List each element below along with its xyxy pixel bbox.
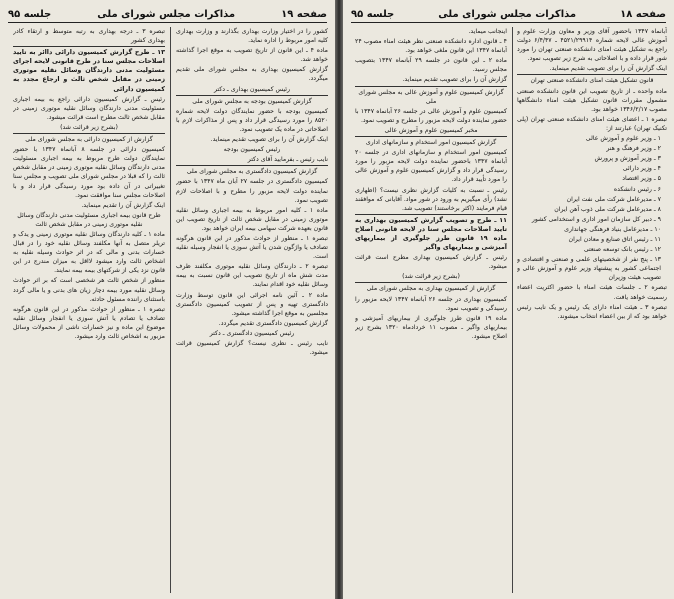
section-heading: گزارش کمیسیون امور استخدام و سازمانهای اداری <box>355 136 507 147</box>
paragraph: گزارش کمیسیون دادگستری تقدیم میگردد. <box>218 319 328 327</box>
paragraph: ۴ ـ قانون اداره دانشکده صنعتی نظر هیئت امناء مصوب ۲۴ آبانماه ۱۳۴۷ این قانون ملغی خواهد بود. <box>355 38 507 55</box>
list-item: ۱۲ ـ رئیس بانک توسعه صنعتی <box>583 246 661 254</box>
column-divider <box>512 27 513 593</box>
right-page-session: جلسه ۹۵ <box>351 8 395 20</box>
list-item: ۸ ـ مدیرعامل شرکت ملی ذوب آهن ایران <box>554 205 661 213</box>
list-item: ۶ ـ رئیس دانشکده <box>613 185 661 193</box>
list-item: ۲ ـ وزیر فرهنگ و هنر <box>606 145 661 153</box>
list-item: ۱ ـ وزیر علوم و آموزش عالی <box>585 135 661 143</box>
right-page-header <box>351 6 666 23</box>
list-item: ۵ ـ وزیر اقتصاد <box>622 175 661 183</box>
paragraph: ماده ۲ ـ این قانون در جلسه ۲۹ آبانماه ۱۳۴۷ بتصویب مجلس رسید. <box>355 57 507 74</box>
left-page-right-column <box>176 27 328 593</box>
paragraph: اینک گزارش آن را تقدیم مینماید. <box>81 201 165 209</box>
paragraph: کمیسیون دارائی در جلسه ۸ آبانماه ۱۳۴۷ با حضور نمایندگان دولت طرح مربوط به بیمه اجباری مسئولیت مدنی دارندگان وسائل نقلیه موتوری زمینی در مقابل شخص ثالث را که قبلا در مجلس شورای ملی تصویب و مجلس سنا تغییراتی در آن داده بود مورد رسیدگی قرار داد و با اصلاحات مجلس سنا موافقت نمود. <box>13 146 165 199</box>
paragraph: رئیس ـ نسبت به کلیات گزارش نظری نیست؟ (اظهاری نشد) رأی میگیریم به ورود در شور مواد. آقایانی که موافقند قیام فرمایند (اکثر برخاستند) تصویب شد. <box>355 186 507 212</box>
section-heading: گزارش کمیسیون علوم و آموزش عالی به مجلس شورای ملی <box>355 86 507 106</box>
paragraph: ماده ۲ ـ آئین نامه اجرائی این قانون توسط وزارت دادگستری تهیه و پس از تصویب کمیسیون دادگستری مجلسین به موقع اجرا گذاشته میشود. <box>176 291 328 317</box>
paragraph: اینجانب میماید. <box>468 28 507 35</box>
paragraph: نایب رئیس ـ نظری نیست؟ گزارش کمیسیون قرائت میشود. <box>176 340 328 357</box>
list-item: ۹ ـ دبیر کل سازمان امور اداری و استخدامی کشور <box>531 215 661 223</box>
section-heading: طرح قانون بیمه اجباری مسئولیت مدنی دارندگان وسائل نقلیه موتوری زمینی در مقابل شخص ثالث <box>17 211 161 228</box>
paragraph: گزارش کمیسیون بهداری به مجلس شورای ملی تقدیم میگردد. <box>176 66 328 83</box>
list-item: ۱۳ ـ پنج نفر از شخصیتهای علمی و صنعتی و اقتصادی و اجتماعی کشور به پیشنهاد وزیر علوم و آموزش عالی و تصویب هیئت وزیران <box>517 256 661 282</box>
book-gutter <box>335 0 343 599</box>
paragraph: تبصره ۳ ـ درجه بهداری به رتبه متوسط و ارتقاء کادر بهداری کشور <box>13 28 165 45</box>
right-page-title: مذاکرات مجلس شورای ملی <box>438 8 577 20</box>
paragraph: اینک گزارش آن را برای تصویب تقدیم مینماید. <box>210 136 328 144</box>
right-page-right-column <box>517 27 667 593</box>
section-heading: گزارش کمیسیون دادگستری به مجلس شورای ملی <box>176 165 328 176</box>
paragraph: تبصره ۳ ـ هیئت امناء دارای یک رئیس و یک نایب رئیس خواهد بود که از بین اعضاء انتخاب میشوند. <box>517 303 667 320</box>
column-divider <box>170 27 171 593</box>
signature-line: رئیس کمیسیون دادگستری ـ دکتر <box>209 329 295 337</box>
paragraph: تبصره ۲ ـ دارندگان وسائل نقلیه موتوری مکلفند ظرف مدت شش ماه از تاریخ تصویب این قانون نسبت به بیمه وسائل نقلیه خود اقدام نمایند. <box>176 263 328 289</box>
list-item: ۴ ـ وزیر دارائی <box>622 165 661 173</box>
section-heading: قانون تشکیل هیئت امنای دانشکده صنعتی تهران <box>517 74 667 85</box>
list-item: ۳ ـ وزیر آموزش و پرورش <box>594 155 661 163</box>
list-item: ۱۱ ـ رئیس اتاق صنایع و معادن ایران <box>568 235 661 243</box>
paragraph: تبصره ۲ ـ جلسات هیئت امناء با حضور اکثریت اعضاء رسمیت خواهد یافت. <box>517 284 667 301</box>
signature-line: رئیس کمیسیون بودجه <box>223 146 281 154</box>
reading-note: (بشرح زیر قرائت شد) <box>60 123 118 131</box>
section-heading: گزارش از کمیسیون دارائی به مجلس شورای ملی <box>13 133 165 144</box>
paragraph: آبانماه ۱۳۴۷ باحضور آقای وزیر و معاون وزارت علوم و آموزش عالی لایحه شماره ۴۵۲۱/۲۹۹۱۴ ـ ۶/۴/۴۷ دولت راجع به تشکیل هیئت امنای دانشکده صنعتی تهران را مورد شور قرار داده و با اصلاحاتی به شرح زیر تصویب نمود. <box>517 28 667 63</box>
paragraph: تبصره ۱ ـ منظور از حوادث مذکور در این قانون هرگونه تصادف یا واژگون شدن یا آتش سوزی یا انفجار وسیله نقلیه است. <box>176 234 328 261</box>
left-page-header <box>8 6 327 23</box>
reading-note: (بشرح زیر قرائت شد) <box>402 273 460 281</box>
signature-line: رئیس کمیسیون بهداری ـ دکتر <box>213 85 291 93</box>
agenda-item-heading: ۱۳ ـ طرح گزارش کمیسیون دارائی داائر به تایید اصلاحات مجلس سنا در طرح قانونی لایحه اجرای مسئولیت مدنی دارندگان وسائل نقلیه موتوری زمینی در مقابل شخص ثالث و ارجاع مجدد به کمیسیون دارائی <box>13 48 165 93</box>
paragraph: منظور از شخص ثالث هر شخصی است که بر اثر حوادث وسائل نقلیه مورد بیمه دچار زیان های بدنی و یا مالی گردد باستثنای راننده مسئول حادثه. <box>13 277 165 303</box>
paragraph: کمیسیون بودجه با حضور نمایندگان دولت لایحه شماره ۸۵۲۰ را مورد رسیدگی قرار داد و پس از مذاکرات لازم با اصلاحاتی در ماده یک تصویب نمود. <box>176 107 328 133</box>
paragraph: کمیسیون دادگستری در جلسه ۲۷ آبان ماه ۱۳۴۷ با حضور نماینده دولت لایحه مزبور را مطرح و با اصلاحات لازم تصویب نمود. <box>176 178 328 204</box>
list-item: ۱۰ ـ مدیرعامل بنیاد فرهنگی جهانداری <box>564 225 661 233</box>
left-page-title: مذاکرات مجلس شورای ملی <box>97 8 236 20</box>
right-page-number: صفحه ۱۸ <box>620 8 666 20</box>
paragraph: ماده ۱ ـ کلیه دارندگان وسائل نقلیه موتوری زمینی و یدک و تریلر متصل به آنها مکلفند وسائل نقلیه خود را در قبال خسارات بدنی و مالی که در اثر حوادث وسیله نقلیه به اشخاص ثالث وارد میشود لااقل به میزان مندرج در این قانون نزد یکی از شرکتهای بیمه بیمه نمایند. <box>13 230 165 275</box>
left-page <box>0 0 335 599</box>
paragraph: تبصره ۱ ـ اعضای هیئت امنای دانشکده صنعتی تهران (پلی تکنیک تهران) عبارتند از: <box>517 115 667 132</box>
paragraph: ماده ۱ ـ کلیه امور مربوط به بیمه اجباری وسائل نقلیه موتوری زمینی در مقابل شخص ثالث از تاریخ تصویب این قانون بعهده شرکت سهامی بیمه ایران خواهد بود. <box>176 206 328 232</box>
agenda-item-heading: ۱۱ ـ طرح و تصویب گزارش کمیسیون بهداری به تایید اصلاحات مجلس سنا در لایحه قانونی اصلاح ماده ۱۹ قانون طرز جلوگیری از بیماریهای آمیزشی و بیماریهای واگیر <box>355 215 507 252</box>
paragraph: کمیسیون علوم و آموزش عالی در جلسه ۲۶ آبانماه ۱۳۴۷ با حضور نماینده دولت لایحه مزبور را مطرح و تصویب نمود. <box>355 107 507 124</box>
list-item: ۷ ـ مدیرعامل شرکت ملی نفت ایران <box>566 195 661 203</box>
paragraph: رئیس ـ گزارش کمیسیون دارائی راجع به بیمه اجباری مسئولیت مدنی دارندگان وسائل نقلیه موتوری زمینی در مقابل شخص ثالث مطرح است قرائت میشود. <box>13 95 165 121</box>
paragraph: ماده ۱۹ قانون طرز جلوگیری از بیماریهای آمیزشی و بیماریهای واگیر ـ مصوب ۱۱ خردادماه ۱۳۲۰ بشرح زیر اصلاح میشود. <box>355 314 507 340</box>
right-page-left-column <box>355 27 507 593</box>
paragraph: تبصره ۱ ـ منظور از حوادث مذکور در این قانون هرگونه تصادف یا تصادم یا آتش سوزی یا انفجار وسائل نقلیه موضوع این ماده و نیز خسارات ناشی از محمولات وسائل مزبور به اشخاص ثالث وارد میشود. <box>13 305 165 340</box>
paragraph: کشور را در اختیار وزارت بهداری بگذارند و وزارت بهداری کلیه امور مربوط را اداره نماید. <box>176 28 328 45</box>
paragraph: اینک گزارش آن را برای تصویب تقدیم مینماید. <box>549 65 667 73</box>
left-page-number: صفحه ۱۹ <box>281 8 327 20</box>
signature-line: مخبر کمیسیون علوم و آموزش عالی <box>384 126 478 134</box>
paragraph: نایب رئیس ـ بفرمایید آقای دکتر <box>247 156 328 164</box>
paragraph: ماده واحده ـ از تاریخ تصویب این قانون دانشکده صنعتی مشمول مقررات قانون تشکیل هیئت امناء دانشگاهها مصوب ۱۳۴۶/۲/۱۷ خواهد بود. <box>517 87 667 113</box>
left-page-session: جلسه ۹۵ <box>8 8 52 20</box>
paragraph: گزارش آن را برای تصویب تقدیم مینماید. <box>402 76 507 84</box>
paragraph: ماده ۴ ـ این قانون از تاریخ تصویب به موقع اجرا گذاشته خواهد شد. <box>176 47 328 64</box>
paragraph: کمیسیون بهداری در جلسه ۲۶ آبانماه ۱۳۴۷ لایحه مزبور را رسیدگی و تصویب نمود. <box>355 295 507 312</box>
section-heading: گزارش کمیسیون بودجه به مجلس شورای ملی <box>176 95 328 106</box>
right-page <box>343 0 674 599</box>
left-page-left-column <box>13 27 165 593</box>
paragraph: رئیس ـ گزارش کمیسیون بهداری مطرح است قرائت میشود. <box>355 254 507 271</box>
paragraph: کمیسیون امور استخدام و سازمانهای اداری در جلسه ۲۰ آبانماه ۱۳۴۷ باحضور نماینده دولت لایحه مزبور را مورد رسیدگی قرار داد و گزارش کمیسیون علوم و آموزش عالی را مورد تأیید قرار داد. <box>355 149 507 184</box>
section-heading: گزارش از کمیسیون بهداری به مجلس شورای ملی <box>355 282 507 293</box>
